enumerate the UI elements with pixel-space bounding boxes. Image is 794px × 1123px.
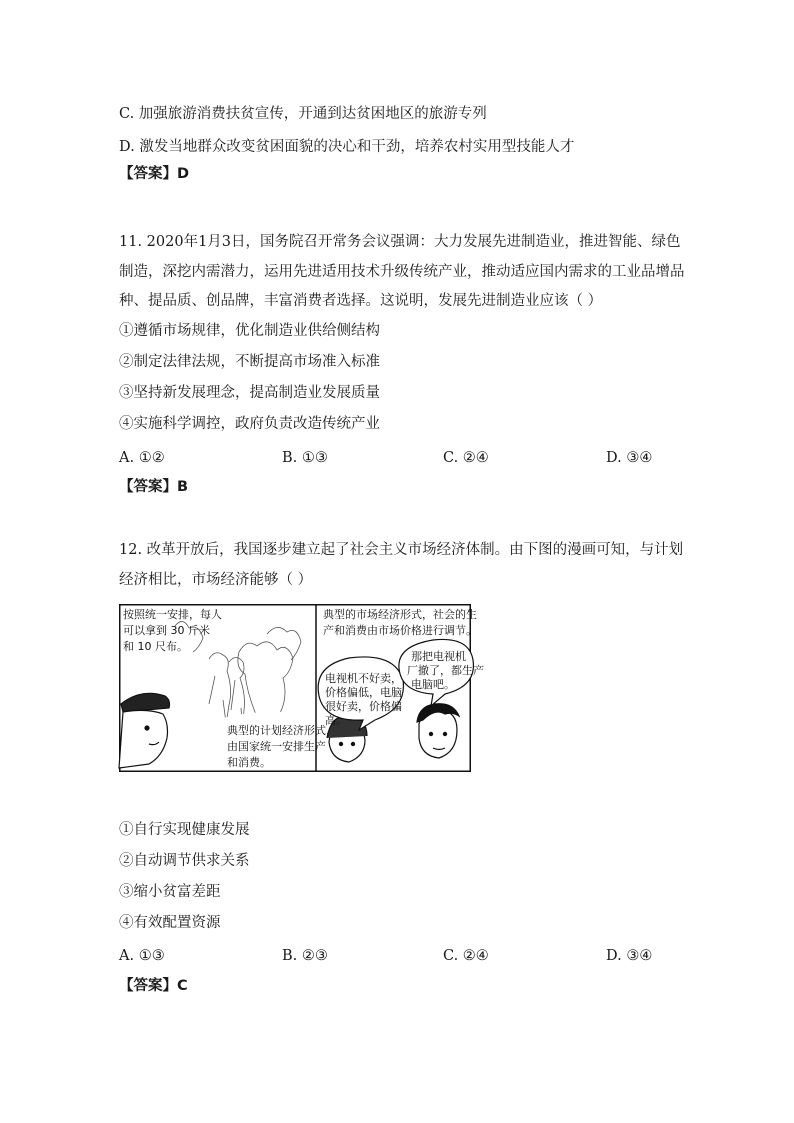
q12-choice-c: C. ②④ xyxy=(443,948,489,964)
answer-value: C xyxy=(177,978,188,994)
q12-answer xyxy=(119,976,188,996)
bubble-one-line-4: 高。 xyxy=(325,714,347,727)
left-caption-line-3: 和 10 尺布。 xyxy=(123,640,188,653)
q11-stem-line-1: 11. 2020年1月3日，国务院召开常务会议强调：大力发展先进制造业，推进智能、绿色 xyxy=(119,234,681,250)
q10-option-c: C. 加强旅游消费扶贫宣传，开通到达贫困地区的旅游专列 xyxy=(119,106,487,122)
q10-answer xyxy=(119,164,189,184)
economy-comic xyxy=(119,604,484,772)
q12-choice-a: A. ①③ xyxy=(119,948,165,964)
q11-statement-1: ①遵循市场规律，优化制造业供给侧结构 xyxy=(119,323,380,339)
answer-value: B xyxy=(177,479,189,495)
left-note-line-2: 由国家统一安排生产 xyxy=(227,740,326,753)
q11-statement-3: ③坚持新发展理念，提高制造业发展质量 xyxy=(119,385,380,401)
q12-choice-b: B. ②③ xyxy=(282,948,328,964)
left-caption-line-2: 可以拿到 30 斤米 xyxy=(123,624,210,637)
bubble-two-line-1: 那把电视机 xyxy=(411,650,466,663)
q11-statement-4: ④实施科学调控，政府负责改造传统产业 xyxy=(119,416,380,432)
q12-statement-3: ③缩小贫富差距 xyxy=(119,884,221,900)
q12-statement-2: ②自动调节供求关系 xyxy=(119,853,250,869)
bubble-one-line-2: 价格偏低，电脑 xyxy=(325,686,402,699)
right-caption-line-2: 产和消费由市场价格进行调节。 xyxy=(323,624,477,637)
answer-label: 【答案】 xyxy=(119,166,177,182)
left-note-line-1: 典型的计划经济形式， xyxy=(227,724,337,737)
left-caption-line-1: 按照统一安排，每人 xyxy=(123,608,222,621)
q11-choice-d: D. ③④ xyxy=(606,450,653,466)
bubble-one-line-3: 很好卖，价格偏 xyxy=(325,700,402,713)
q11-stem-line-3: 种、提品质、创品牌，丰富消费者选择。这说明，发展先进制造业应该（ ） xyxy=(119,293,603,309)
q11-statement-2: ②制定法律法规，不断提高市场准入标准 xyxy=(119,354,380,370)
bubble-one-line-1: 电视机不好卖， xyxy=(325,672,402,685)
bubble-two-line-3: 电脑吧。 xyxy=(411,678,455,691)
bubble-two-line-2: 厂撤了，都生产 xyxy=(407,664,484,677)
q11-choice-c: C. ②④ xyxy=(443,450,489,466)
answer-value: D xyxy=(177,166,190,182)
q12-statement-1: ①自行实现健康发展 xyxy=(119,822,250,838)
q11-stem-line-2: 制造，深挖内需潜力，运用先进适用技术升级传统产业，推动适应国内需求的工业品增品 xyxy=(119,264,685,280)
q12-choice-d: D. ③④ xyxy=(606,948,653,964)
right-caption-line-1: 典型的市场经济形式，社会的生 xyxy=(323,608,477,621)
left-note-line-3: 和消费。 xyxy=(227,756,271,769)
q11-answer xyxy=(119,477,188,497)
q11-choice-b: B. ①③ xyxy=(282,450,328,466)
q12-statement-4: ④有效配置资源 xyxy=(119,915,221,931)
q10-option-d: D. 激发当地群众改变贫困面貌的决心和干劲，培养农村实用型技能人才 xyxy=(119,139,575,155)
q12-stem-line-2: 经济相比，市场经济能够（ ） xyxy=(119,572,313,588)
answer-label: 【答案】 xyxy=(119,479,177,495)
answer-label: 【答案】 xyxy=(119,978,177,994)
q11-choice-a: A. ①② xyxy=(119,450,165,466)
q12-stem-line-1: 12. 改革开放后，我国逐步建立起了社会主义市场经济体制。由下图的漫画可知，与计划 xyxy=(119,542,684,558)
